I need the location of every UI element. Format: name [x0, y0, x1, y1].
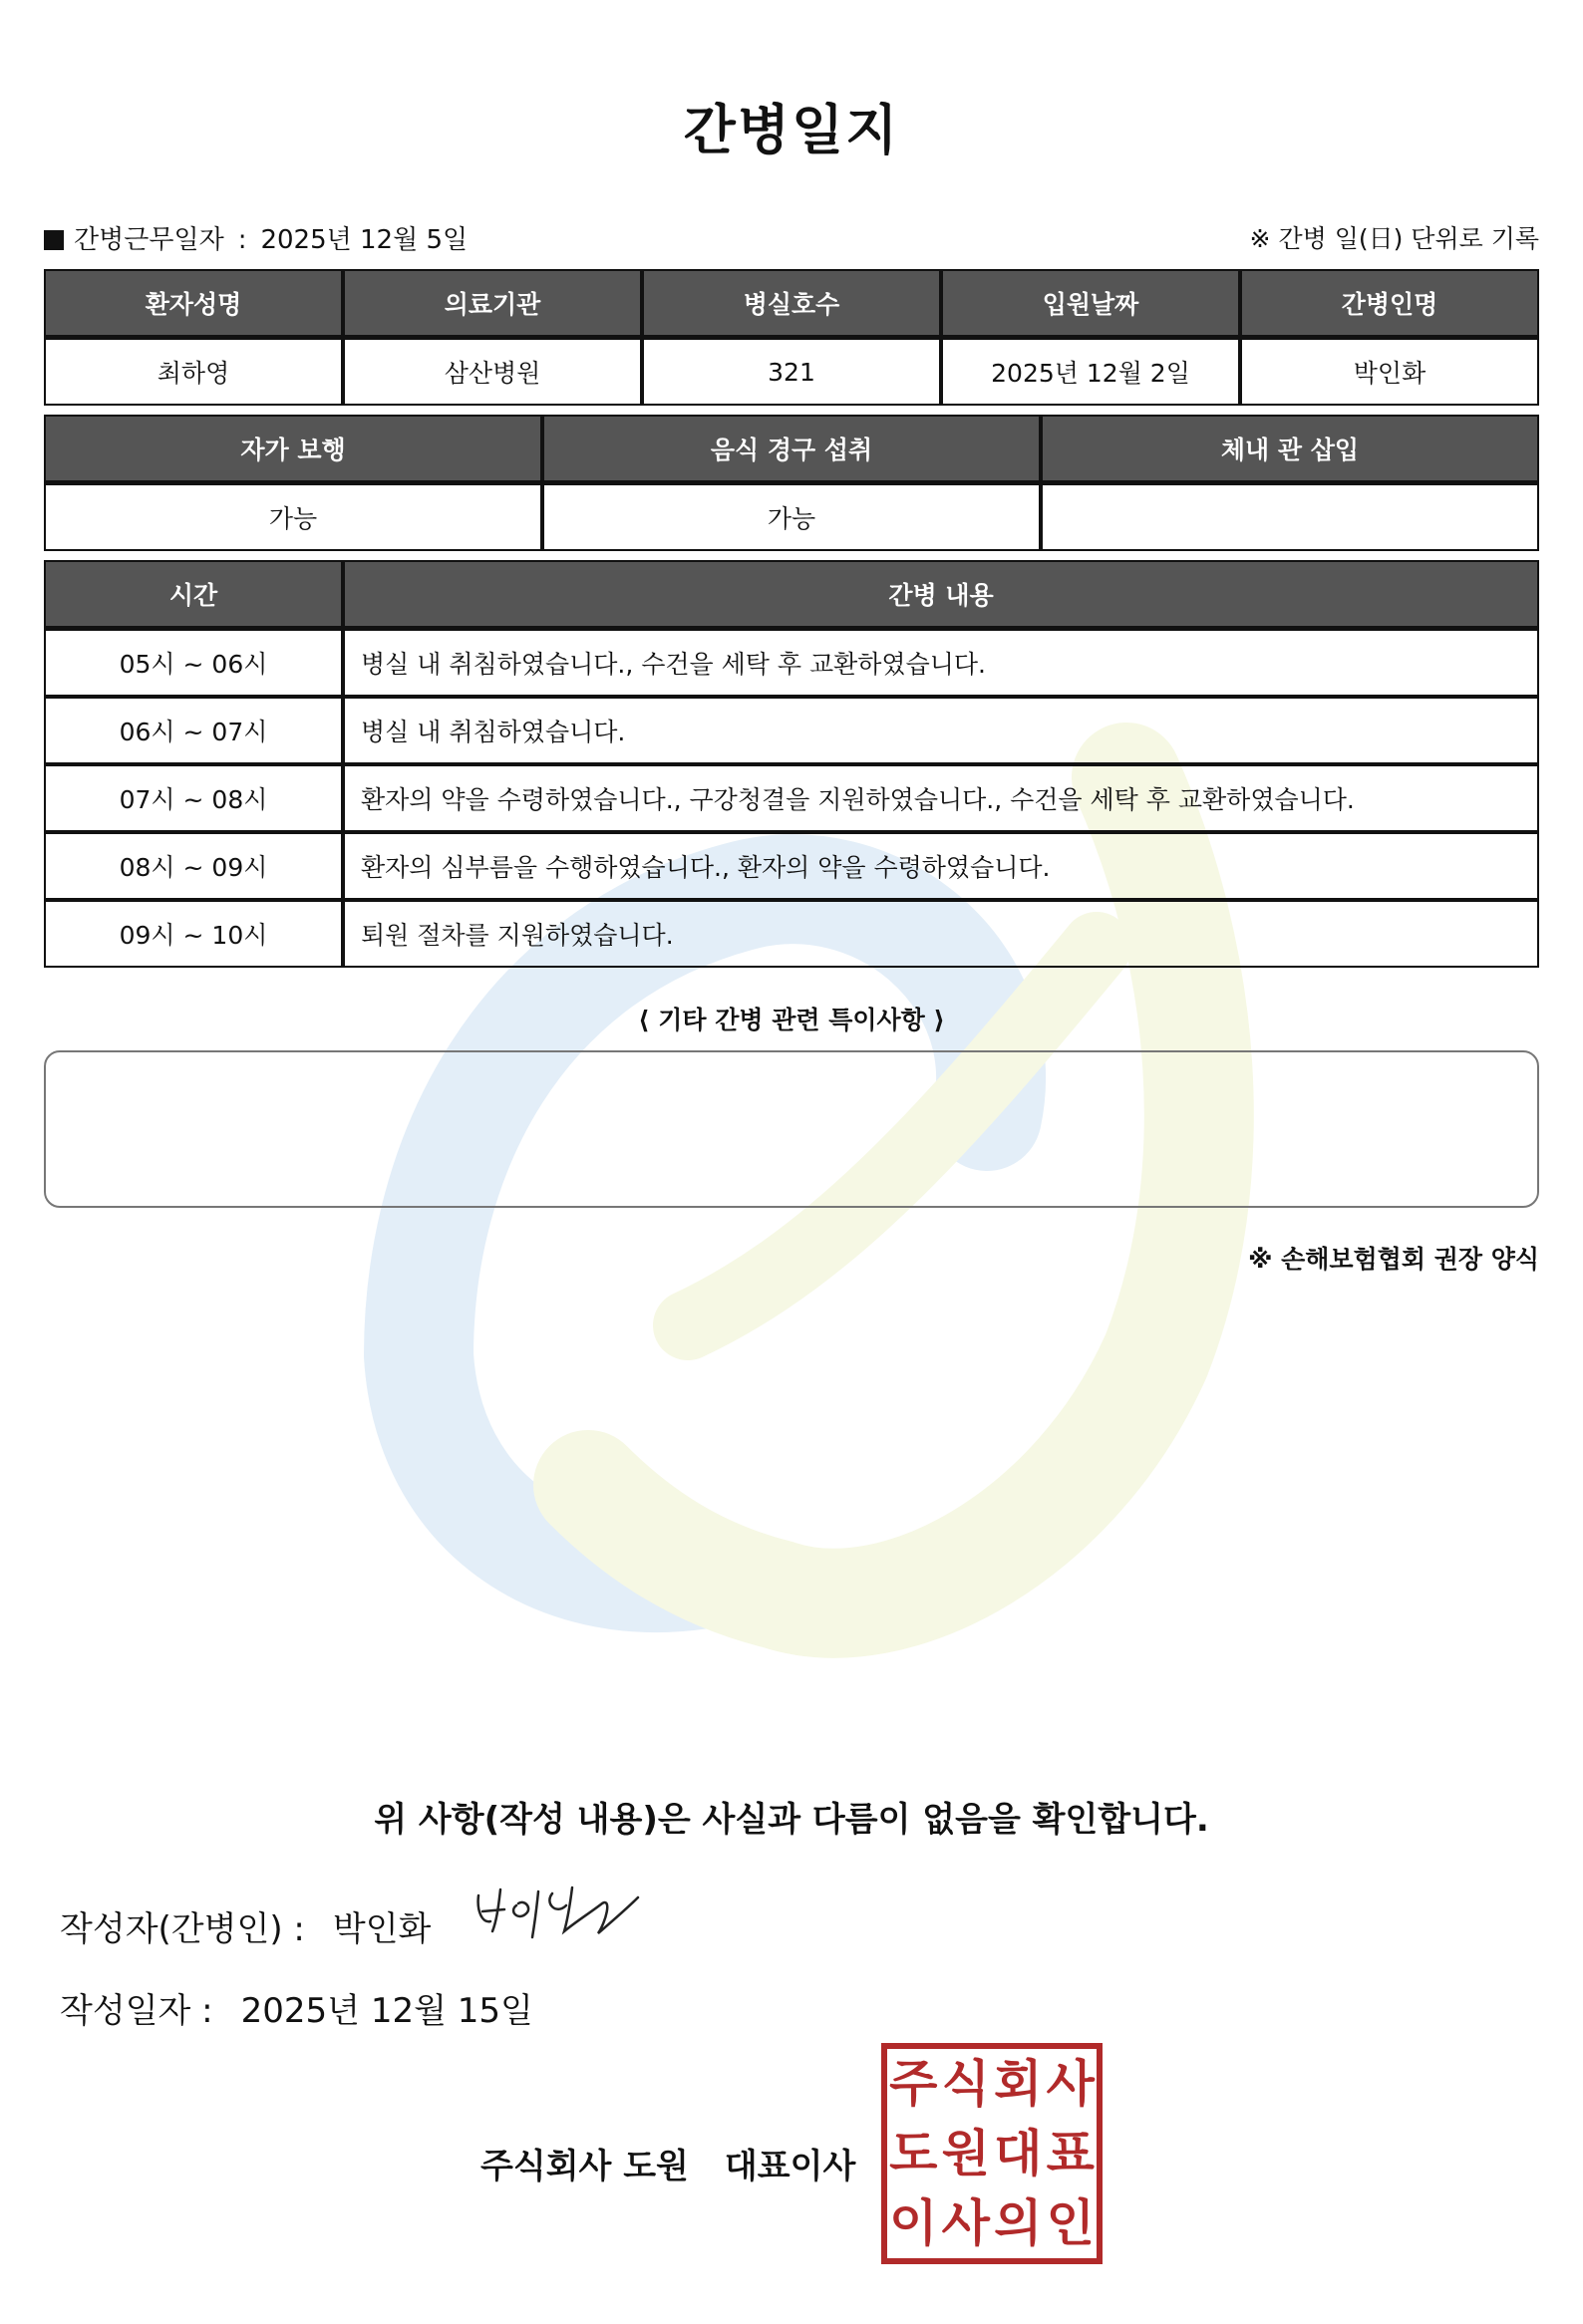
- patient-name: 최하영: [44, 338, 343, 406]
- document-title: 간병일지: [683, 99, 900, 161]
- seal-char: 도: [889, 2125, 938, 2182]
- writer-name: 박인화: [332, 1909, 432, 1949]
- table-row: [44, 697, 1539, 764]
- header-tube-insertion: 체내 관 삽입: [1041, 415, 1539, 483]
- handwritten-signature: [473, 1882, 642, 1951]
- log-time: 06시 ~ 07시: [44, 697, 343, 764]
- company-line: [480, 2139, 855, 2187]
- oral-intake-value: 가능: [542, 483, 1041, 551]
- write-date-line: [60, 1983, 533, 2032]
- log-content: 병실 내 취침하였습니다., 수건을 세탁 후 교환하였습니다.: [343, 629, 1539, 697]
- patient-status-table: [44, 415, 1539, 551]
- confirmation-statement: 위 사항(작성 내용)은 사실과 다름이 없음을 확인합니다.: [374, 1800, 1209, 1840]
- care-log-table: [44, 560, 1539, 968]
- header-hospital: 의료기관: [343, 269, 642, 338]
- work-date-value: 2025년 12월 5일: [260, 225, 469, 255]
- log-content: 환자의 약을 수령하였습니다., 구강청결을 지원하였습니다., 수건을 세탁 후 교환하였습니다.: [343, 764, 1539, 832]
- tube-insertion-value: [1041, 483, 1539, 551]
- write-date-value: 2025년 12월 15일: [240, 1991, 533, 2031]
- remarks-title: ⟨ 기타 간병 관련 특이사항 ⟩: [638, 1006, 945, 1034]
- log-time: 05시 ~ 06시: [44, 629, 343, 697]
- company-name: 주식회사 도원: [480, 2147, 689, 2186]
- seal-char: 사: [1046, 2055, 1095, 2113]
- work-date-label: 간병근무일자: [74, 225, 224, 255]
- company-seal-stamp: [881, 2043, 1103, 2264]
- work-date-colon: :: [237, 225, 247, 255]
- table-row: [44, 832, 1539, 900]
- log-time: 07시 ~ 08시: [44, 764, 343, 832]
- header-oral-intake: 음식 경구 섭취: [542, 415, 1041, 483]
- log-content: 병실 내 취침하였습니다.: [343, 697, 1539, 764]
- header-care-content: 간병 내용: [343, 560, 1539, 629]
- header-self-walking: 자가 보행: [44, 415, 542, 483]
- recommend-note: ※ 손해보험협회 권장 양식: [1248, 1245, 1539, 1274]
- unit-note: ※ 간병 일(日) 단위로 기록: [1249, 224, 1539, 253]
- room-number: 321: [642, 338, 941, 406]
- writer-label: 작성자(간병인) :: [60, 1909, 305, 1949]
- seal-char: 회: [994, 2055, 1043, 2113]
- seal-char: 원: [941, 2125, 990, 2182]
- log-content: 퇴원 절차를 지원하였습니다.: [343, 900, 1539, 968]
- seal-char: 대: [994, 2125, 1043, 2182]
- header-time: 시간: [44, 560, 343, 629]
- header-room-number: 병실호수: [642, 269, 941, 338]
- admission-date: 2025년 12월 2일: [941, 338, 1240, 406]
- seal-char: 의: [994, 2194, 1043, 2252]
- write-date-label: 작성일자 :: [60, 1991, 213, 2031]
- table-row: [44, 764, 1539, 832]
- seal-char: 인: [1046, 2194, 1095, 2252]
- company-representative: 대표이사: [724, 2147, 856, 2186]
- seal-char: 주: [889, 2055, 938, 2113]
- caregiver-name: 박인화: [1240, 338, 1539, 406]
- log-time: 09시 ~ 10시: [44, 900, 343, 968]
- header-admission-date: 입원날짜: [941, 269, 1240, 338]
- table-row: [44, 900, 1539, 968]
- seal-char: 사: [941, 2194, 990, 2252]
- table-row: [44, 629, 1539, 697]
- square-bullet-icon: [44, 230, 64, 250]
- log-content: 환자의 심부름을 수행하였습니다., 환자의 약을 수령하였습니다.: [343, 832, 1539, 900]
- remarks-box: [44, 1050, 1539, 1208]
- seal-char: 표: [1046, 2125, 1095, 2182]
- self-walking-value: 가능: [44, 483, 542, 551]
- header-patient-name: 환자성명: [44, 269, 343, 338]
- seal-char: 식: [941, 2055, 990, 2113]
- patient-info-table: [44, 269, 1539, 406]
- seal-char: 이: [889, 2194, 938, 2252]
- hospital-name: 삼산병원: [343, 338, 642, 406]
- header-caregiver-name: 간병인명: [1240, 269, 1539, 338]
- log-time: 08시 ~ 09시: [44, 832, 343, 900]
- work-date: [44, 219, 468, 256]
- writer-line: [60, 1901, 431, 1950]
